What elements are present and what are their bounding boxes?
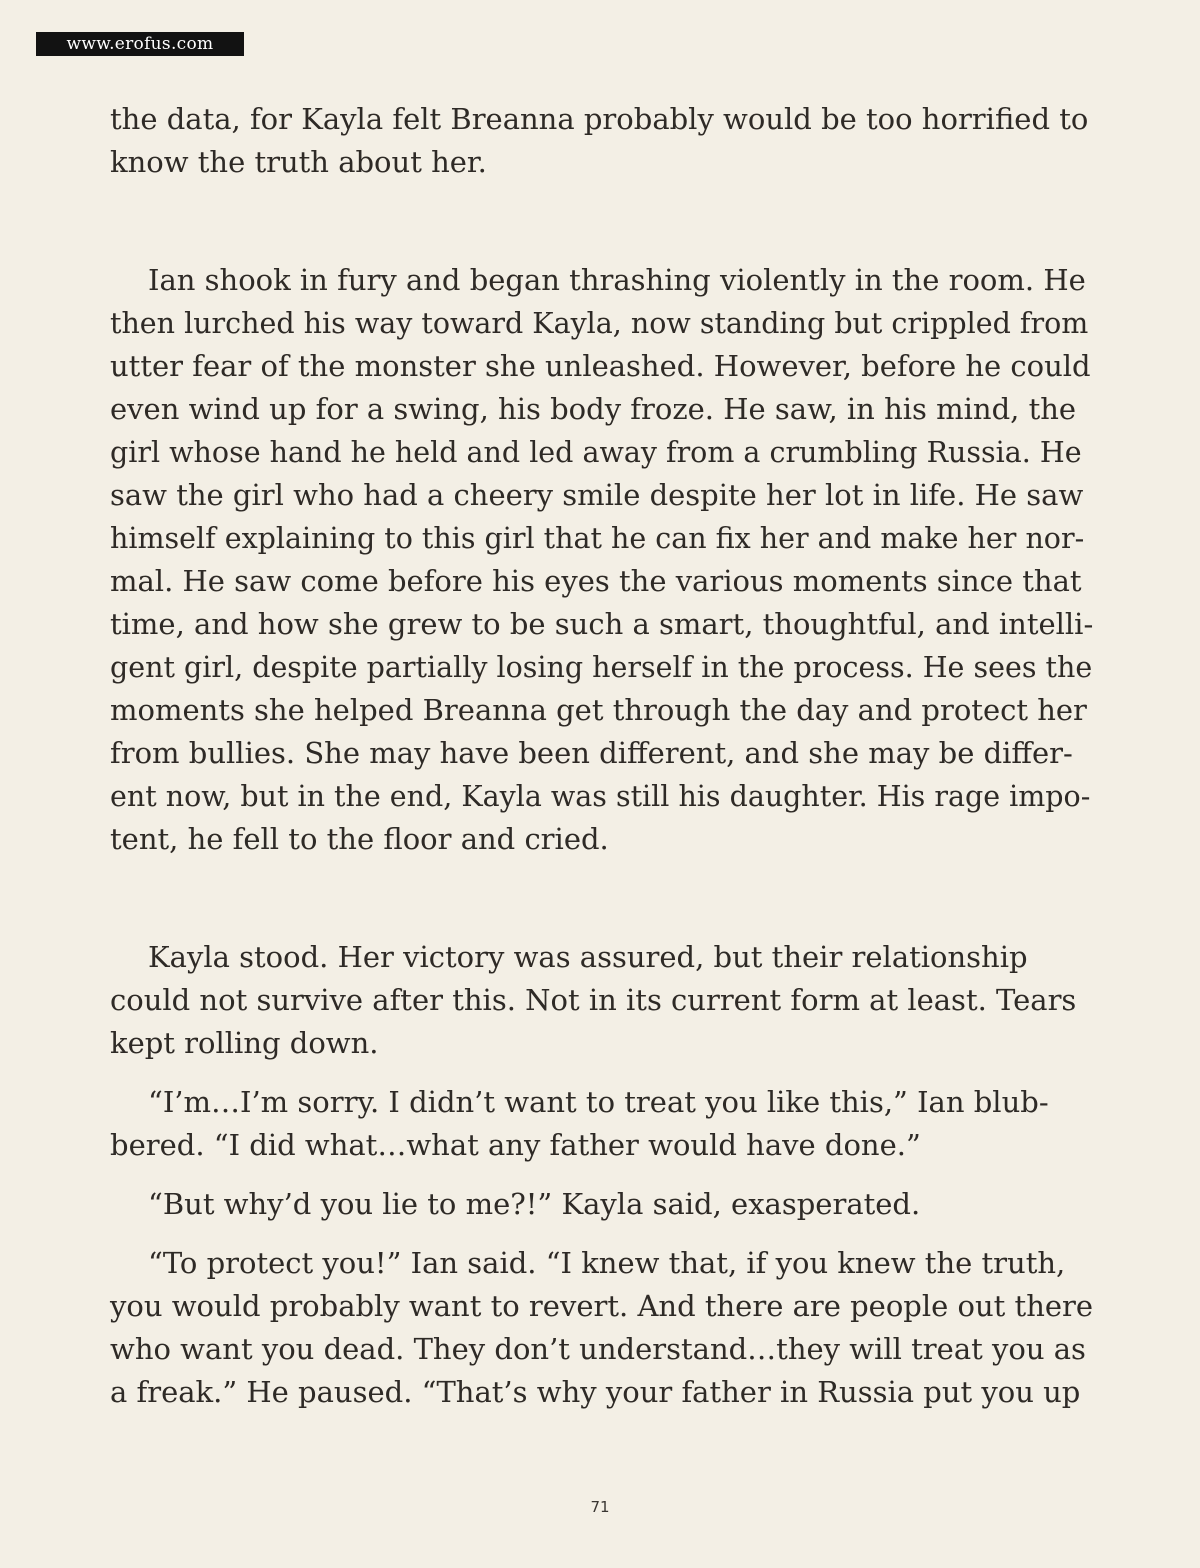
text-line: then lurched his way toward Kayla, now standing but crippled from [110,307,1089,340]
text-line: ent now, but in the end, Kayla was still his daughter. His rage impo- [110,780,1091,813]
text-line: know the truth about her. [110,145,487,179]
text-line: girl whose hand he held and led away from a crumbling Russia. He [110,436,1082,469]
text-line: “I’m…I’m sorry. I didn’t want to treat you like this,” Ian blub- [148,1085,1049,1119]
text-line: moments she helped Breanna get through the day and protect her [110,693,1087,727]
text-line: time, and how she grew to be such a smart, thoughtful, and intelli- [110,607,1094,641]
text-line: even wind up for a swing, his body froze. He saw, in his mind, the [110,392,1077,426]
watermark-label: www.erofus.com [36,32,244,56]
text-line: you would probably want to revert. And there are people out there [110,1289,1094,1323]
text-line: himself explaining to this girl that he can fix her and make her nor- [110,522,1085,555]
text-line: “But why’d you lie to me?!” Kayla said, exasperated. [148,1187,921,1221]
text-line: from bullies. She may have been different, and she may be differ- [110,736,1073,770]
text-line: bered. “I did what…what any father would have done.” [110,1128,921,1162]
text-line: saw the girl who had a cheery smile despite her lot in life. He saw [110,478,1084,512]
text-line: gent girl, despite partially losing herself in the process. He sees the [110,651,1093,684]
text-line: “To protect you!” Ian said. “I knew that, if you knew the truth, [148,1246,1066,1280]
text-line: kept rolling down. [110,1026,379,1060]
page-number: 71 [590,1498,610,1516]
text-line: could not survive after this. Not in its current form at least. Tears [110,983,1077,1017]
text-line: utter fear of the monster she unleashed. However, before he could [110,349,1091,383]
text-line: who want you dead. They don’t understand…they will treat you as [110,1332,1086,1366]
text-line: the data, for Kayla felt Breanna probably would be too horrified to [110,102,1089,136]
text-line: Ian shook in fury and began thrashing violently in the room. He [148,263,1086,297]
text-line: a freak.” He paused. “That’s why your father in Russia put you up [110,1375,1081,1409]
text-line: mal. He saw come before his eyes the various moments since that [110,564,1082,598]
text-line: Kayla stood. Her victory was assured, but their relationship [148,940,1028,974]
text-line: tent, he fell to the floor and cried. [110,822,609,856]
page-body-text [110,98,1098,1414]
